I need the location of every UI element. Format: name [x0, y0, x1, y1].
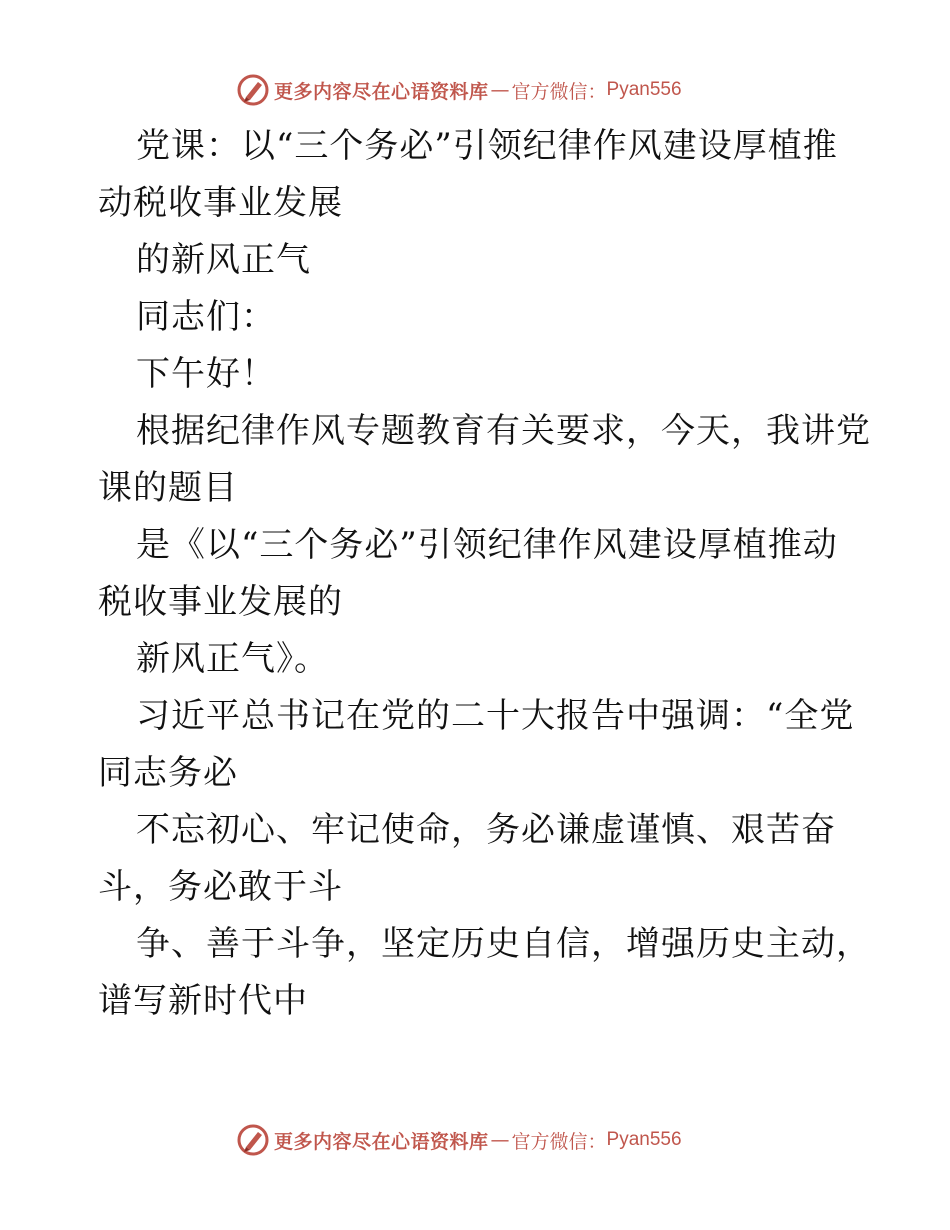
- pen-logo-icon: [236, 73, 270, 107]
- paragraph: [98, 232, 854, 289]
- watermark-label: 更多内容尽在心语资料库: [274, 1130, 489, 1153]
- text-line: 新风正气》。: [136, 639, 329, 679]
- text-line: 动税收事业发展: [98, 183, 343, 223]
- text-line: 课的题目: [98, 468, 238, 508]
- text-line: 是《以“三个务必”引领纪律作风建设厚植推动: [136, 525, 838, 565]
- watermark-wechat-label: 官方微信：: [511, 1130, 607, 1153]
- paragraph: [98, 688, 854, 802]
- text-line: 同志务必: [98, 753, 238, 793]
- watermark-label: 更多内容尽在心语资料库: [274, 80, 489, 103]
- text-line: 不忘初心、牢记使命，务必谦虚谨慎、艰苦奋: [136, 810, 836, 850]
- paragraph: [98, 802, 854, 916]
- text-line: 的新风正气: [136, 240, 311, 280]
- text-line: 谱写新时代中: [98, 981, 308, 1021]
- watermark-dash: —: [490, 1129, 510, 1151]
- paragraph: [98, 289, 854, 346]
- watermark-dash: —: [490, 79, 510, 101]
- text-line: 习近平总书记在党的二十大报告中强调：“全党: [136, 696, 855, 736]
- paragraph: [98, 346, 854, 403]
- text-line: 争、善于斗争，坚定历史自信，增强历史主动，: [136, 924, 871, 964]
- watermark-header: [236, 72, 682, 108]
- text-line: 根据纪律作风专题教育有关要求，今天，我讲党: [136, 411, 871, 451]
- paragraph: [98, 403, 871, 517]
- paragraph: [98, 517, 854, 631]
- document-body: [98, 118, 871, 1030]
- watermark-wechat-id: Pyan556: [606, 1129, 682, 1150]
- text-line: 税收事业发展的: [98, 582, 343, 622]
- paragraph: [98, 916, 871, 1030]
- pen-logo-icon: [236, 1123, 270, 1157]
- paragraph: [98, 631, 854, 688]
- paragraph: [98, 118, 854, 232]
- watermark-footer: [236, 1122, 682, 1158]
- text-line: 党课：以“三个务必”引领纪律作风建设厚植推: [136, 126, 838, 166]
- watermark-wechat-label: 官方微信：: [511, 80, 607, 103]
- watermark-wechat-id: Pyan556: [606, 79, 682, 100]
- text-line: 下午好！: [136, 354, 276, 394]
- text-line: 斗，务必敢于斗: [98, 867, 343, 907]
- text-line: 同志们：: [136, 297, 276, 337]
